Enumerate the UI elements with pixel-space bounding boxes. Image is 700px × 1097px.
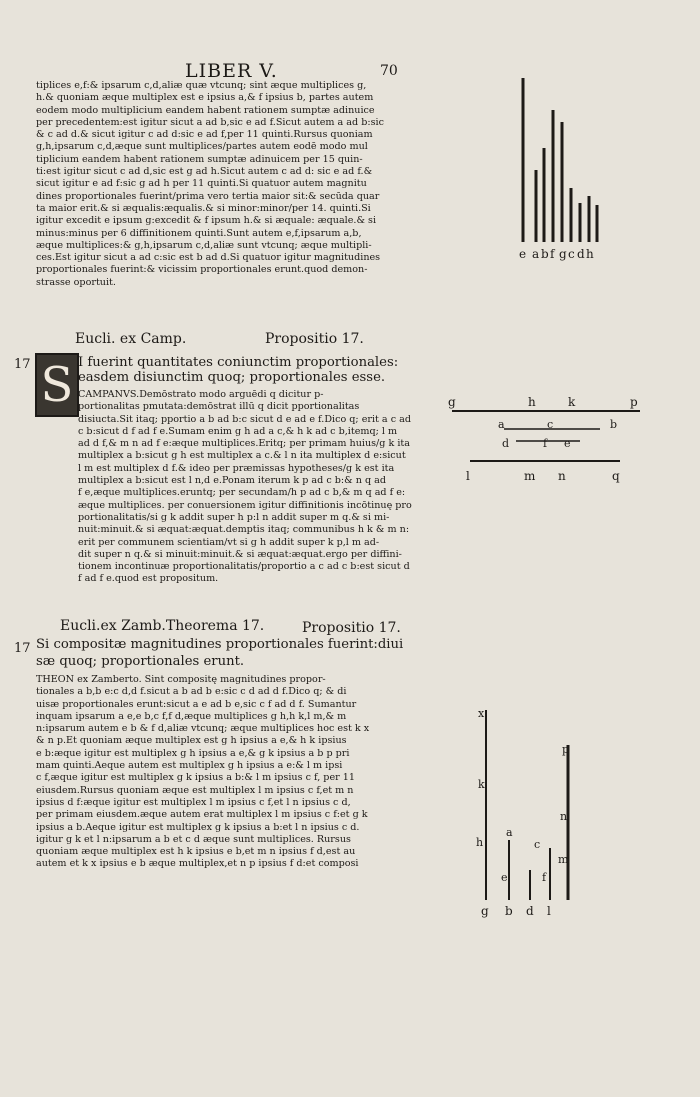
- decorated-initial: S: [35, 353, 79, 417]
- figure-magnitudes-vertical: [505, 70, 605, 270]
- figure-label: a: [498, 418, 505, 431]
- figure-label: m: [558, 853, 569, 866]
- enunciation-1-line2: easdem disiunctim quoq; proportionales esse.: [78, 370, 386, 385]
- text-line: f ad f e.quod est propositum.: [78, 573, 219, 585]
- text-line: sicut igitur e ad f:sic g ad h per 11 quinti.Si quatuor autem magnitu: [36, 178, 367, 190]
- text-line: igitur g k et l n:ipsarum a b et c d æque sunt multiplices. Rursus: [36, 833, 351, 845]
- text-line: uisæ proportionales erunt:sicut a e ad b e,sic c f ad d f. Sumantur: [36, 698, 357, 710]
- figure-label: c: [534, 838, 541, 851]
- text-line: nuit:minuit.& si æquat:æquat.demptis itaq; communibus h k & m n:: [78, 524, 410, 536]
- figure-label: p: [630, 395, 638, 409]
- figure-label: g: [559, 247, 567, 261]
- text-line: f e,æque multiplices.eruntq; per secundam/h p ad c b,& m q ad f e:: [78, 487, 406, 499]
- text-line: ti:est igitur sicut c ad d,sic est g ad h.Sicut autem c ad d: sic e ad f.&: [36, 166, 373, 178]
- figure-label: x: [478, 707, 485, 720]
- text-line: THEON ex Zamberto. Sint compositę magnitudines propor-: [36, 674, 326, 685]
- text-line: & n p.Et quoniam æque multiplex est g h ipsius a e,& h k ipsius: [36, 735, 347, 747]
- text-line: per precedentem:est igitur sicut a ad b,sic e ad f.Sicut autem a ad b:sic: [36, 116, 384, 128]
- figure-label: f: [550, 247, 555, 261]
- figure-label: e: [501, 871, 508, 884]
- text-line: tionales a b,b e:c d,d f.sicut a b ad b e:sic c d ad d f.Dico q; & di: [36, 686, 347, 698]
- figure-label: q: [612, 469, 620, 483]
- text-line: per primam eiusdem.æque autem erat multiplex l m ipsius c f:et g k: [36, 809, 368, 821]
- enunciation-1-line1: I fuerint quantitates coniunctim proportionales:: [78, 355, 399, 370]
- text-line: erit per communem scientiam/vt si g h addit super k p,l m ad-: [78, 536, 380, 548]
- text-line: strasse oportuit.: [36, 276, 116, 288]
- figure-label: c: [568, 247, 575, 261]
- figure-label: m: [524, 469, 536, 483]
- figure-label: b: [610, 418, 618, 431]
- text-line: CAMPANVS.Demōstrato modo arguēdi q dicitur p-: [78, 389, 324, 400]
- text-line: tiplicium eandem habent rationem sumptæ adinuicem per 15 quin-: [36, 153, 363, 165]
- figure-label: p: [562, 743, 570, 756]
- text-line: g,h,ipsarum c,d,æque sunt multiplices/partes autem eodē modo mul: [36, 141, 368, 153]
- proposition-heading-1: Propositio 17.: [265, 331, 364, 347]
- text-line: & c ad d.& sicut igitur c ad d:sic e ad f,per 11 quinti.Rursus quoniam: [36, 129, 373, 141]
- theon-commentary: [36, 674, 436, 871]
- text-line: h.& quoniam æque multiplex est e ipsius a,& f ipsius b, partes autem: [36, 92, 374, 104]
- figure-label: d: [502, 437, 510, 450]
- figure-label: h: [476, 836, 484, 849]
- book-title: LIBER V.: [185, 60, 278, 82]
- text-line: eodem modo multiplicium eandem habent rationem sumptæ adinuice: [36, 104, 375, 116]
- text-line: l m est multiplex d f.& ideo per præmissas hypotheses/g k est ita: [78, 462, 395, 474]
- figure-label: b: [541, 247, 549, 261]
- text-line: æque multiplices:& g,h,ipsarum c,d,aliæ sunt vtcunq; æque multipli-: [36, 239, 372, 251]
- proof-continuation: [36, 80, 436, 289]
- text-line: portionalitas pmutata:demōstrat illū q dicit pportionalitas: [78, 401, 360, 413]
- text-line: autem et k x ipsius e b æque multiplex,et n p ipsius f d:et composi: [36, 858, 359, 870]
- source-heading-zamberto: Eucli.ex Zamb.Theorema 17.: [60, 618, 265, 634]
- text-line: dines proportionales fuerint/prima vero tertia maior sit:& secūda quar: [36, 190, 380, 202]
- figure-label: l: [466, 469, 470, 483]
- figure-label: n: [560, 810, 568, 823]
- figure-label: c: [547, 418, 554, 431]
- text-line: dit super n q.& si minuit:minuit.& si æquat:æquat.ergo per diffini-: [78, 548, 402, 560]
- text-line: multiplex a b:sicut g h est multiplex a c.& l n ita multiplex d e:sicut: [78, 450, 406, 462]
- enunciation-2-line1: Si compositæ magnitudines proportionales fuerint:diui: [36, 637, 404, 652]
- text-line: ipsius d f:æque igitur est multiplex l m ipsius c f,et l n ipsius c d,: [36, 796, 351, 808]
- text-line: eiusdem.Rursus quoniam æque est multiplex l m ipsius c f,et m n: [36, 784, 354, 796]
- figure-label: n: [558, 469, 566, 483]
- figure-label: k: [568, 395, 576, 409]
- figure-label: b: [505, 904, 513, 918]
- figure-label: a: [532, 247, 540, 261]
- text-line: ces.Est igitur sicut a ad c:sic est b ad d.Si quatuor igitur magnitudines: [36, 252, 381, 264]
- text-line: æque multiplices. per conuersionem igitur diffinitionis incōtinuę pro: [78, 499, 412, 511]
- figure-label: d: [577, 247, 585, 261]
- proposition-number-1: 17: [14, 357, 31, 372]
- figure-label: g: [448, 395, 456, 409]
- text-line: quoniam æque multiplex est h k ipsius e b,et m n ipsius f d,est au: [36, 846, 356, 858]
- text-line: ta maior erit.& si æqualis:æqualis.& si minor:minor/per 14. quinti.Si: [36, 202, 371, 214]
- figure-label: h: [528, 395, 536, 409]
- text-line: c b:sicut d f ad f e.Sumam enim g h ad a c,& h k ad c b,itemq; l m: [78, 425, 398, 437]
- text-line: proportionales fuerint:& vicissim proportionales erunt.quod demon-: [36, 264, 368, 276]
- figure-label: l: [547, 904, 551, 918]
- figure-divided-magnitudes: [468, 700, 618, 920]
- text-line: disiucta.Sit itaq; pportio a b ad b:c sicut d e ad e f.Dico q; erit a c ad: [78, 413, 411, 425]
- figure-label: d: [526, 904, 534, 918]
- source-heading-campanus: Eucli. ex Camp.: [75, 331, 187, 347]
- figure-label: g: [481, 904, 489, 918]
- figure-label: f: [543, 437, 548, 450]
- text-line: tionem incontinuæ proportionalitatis/proportio a c ad c b:est sicut d: [78, 561, 410, 573]
- text-line: igitur excedit e ipsum g:excedit & f ipsum h.& si æquale: æquale.& si: [36, 215, 377, 227]
- text-line: inquam ipsarum a e,e b,c f,f d,æque multiplices g h,h k,l m,& m: [36, 710, 347, 722]
- running-header: [180, 60, 410, 82]
- figure-label: h: [586, 247, 594, 261]
- text-line: e b:æque igitur est multiplex g h ipsius a e,& g k ipsius a b p pri: [36, 747, 350, 759]
- proposition-heading-2: Propositio 17.: [302, 620, 401, 636]
- figure-label: e: [564, 437, 571, 450]
- text-line: portionalitatis/si g k addit super h p:l n addit super m q.& si mi-: [78, 511, 390, 523]
- figure-label: a: [506, 826, 513, 839]
- text-line: minus:minus per 6 diffinitionem quinti.Sunt autem e,f,ipsarum a,b,: [36, 227, 362, 239]
- figure-label: k: [478, 778, 485, 791]
- text-line: n:ipsarum autem e b & f d,aliæ vtcunq; æque multiplices hoc est k x: [36, 723, 370, 735]
- text-line: ipsius a b.Aeque igitur est multiplex g k ipsius a b:et l n ipsius c d.: [36, 821, 360, 833]
- page-number: 70: [380, 63, 398, 79]
- figure-label: f: [542, 871, 547, 884]
- text-line: ad d f,& m n ad f e:æque multiplices.Eritq; per primam huius/g k ita: [78, 438, 410, 450]
- text-line: tiplices e,f:& ipsarum c,d,aliæ quæ vtcunq; sint æque multiplices g,: [36, 80, 367, 91]
- figure-label: e: [519, 247, 527, 261]
- campanus-commentary: [78, 389, 434, 586]
- text-line: mam quinti.Aeque autem est multiplex g h ipsius a e:& l m ipsi: [36, 760, 343, 772]
- enunciation-2-line2: sæ quoq; proportionales erunt.: [36, 654, 245, 669]
- proposition-number-2: 17: [14, 641, 31, 656]
- text-line: multiplex a b:sicut est l n,d e.Ponam iterum k p ad c b:& n q ad: [78, 475, 387, 487]
- text-line: c f,æque igitur est multiplex g k ipsius a b:& l m ipsius c f, per 11: [36, 772, 355, 784]
- figure-magnitudes-horizontal: [440, 390, 660, 490]
